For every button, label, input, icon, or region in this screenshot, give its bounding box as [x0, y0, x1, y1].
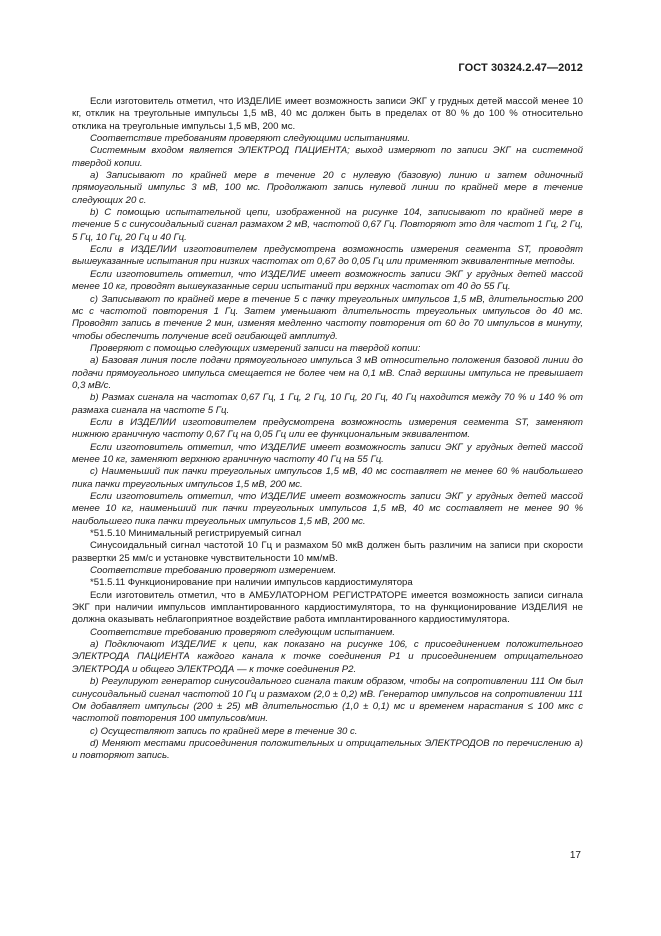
paragraph: Соответствие требованию проверяют измерением.	[90, 565, 337, 577]
paragraph: *51.5.11 Функционирование при наличии импульсов кардиостимулятора	[90, 577, 413, 589]
paragraph: b) Размах сигнала на частотах 0,67 Гц, 1 Гц, 2 Гц, 10 Гц, 20 Гц, 40 Гц находится между 70 % и 140 % от размаха сигнала на частоте 5 Гц.	[72, 392, 583, 416]
paragraph: c) Наименьший пик пачки треугольных импульсов 1,5 мВ, 40 мс составляет не менее 60 % наибольшего пика пачки треугольных импульсов 1,5 мВ, 200 мс.	[72, 466, 583, 490]
paragraph: Если изготовитель отметил, что в АМБУЛАТОРНОМ РЕГИСТРАТОРЕ имеется возможность записи сигнала ЭКГ при наличии импульсов имплантированного кардиостимулятора, то на функционирование ИЗДЕЛИЯ не должна оказывать неблагоприятное воздействие работа имплантированного кардиостимулятора.	[72, 589, 583, 626]
paragraph: Проверяют с помощью следующих измерений записи на твердой копии:	[90, 342, 421, 354]
paragraph: d) Меняют местами присоединения положительных и отрицательных ЭЛЕКТРОДОВ по перечислению а) и повторяют запись.	[72, 737, 583, 762]
page-number: 17	[569, 850, 581, 861]
paragraph: Если в ИЗДЕЛИИ изготовителем предусмотрена возможность измерения сегмента ST, заменяют нижнюю граничную частоту 0,67 Гц на 0,05 Гц или ее функциональным эквивалентом.	[72, 416, 583, 441]
paragraph: Если изготовитель отметил, что ИЗДЕЛИЕ имеет возможность записи ЭКГ у грудных детей массой менее 10 кг, заменяют верхнюю граничную частоту 40 Гц на 55 Гц.	[72, 441, 583, 465]
paragraph: Синусоидальный сигнал частотой 10 Гц и размахом 50 мкВ должен быть различим на записи при скорости развертки 25 мм/с и установке чувствительности 10 мм/мВ.	[72, 540, 583, 564]
paragraph: c) Осуществляют запись по крайней мере в течение 30 с.	[90, 725, 358, 737]
paragraph: a) Базовая линия после подачи прямоугольного импульса 3 мВ относительно положения базовой линии до подачи прямоугольного импульса смещается не более чем на 0,1 мВ. Спад вершины импульса не превышает 0,3 мВ/с.	[72, 355, 583, 391]
paragraph: b) С помощью испытательной цепи, изображенной на рисунке 104, записывают по крайней мере в течение 5 с синусоидальный сигнал размахом 2 мВ, частотой 0,67 Гц. Повторяют это для частот 1 Гц, 2 Гц, 5 Гц, 10 Гц, 20 Гц и 40 Гц.	[72, 207, 583, 243]
document-body	[72, 96, 583, 763]
paragraph: b) Регулируют генератор синусоидального сигнала таким образом, чтобы на сопротивлении 111 Ом был синусоидальный сигнал частотой 10 Гц и размахом (2,0 ± 0,2) мВ. Генератор импульсов на сопротивлении 111 Ом добавляет импульсы (200 ± 25) мВ длительностью (1,0 ± 0,1) мс и временем нарастания ≤ 100 мкс с частотой повторения 100 импульсов/мин.	[72, 676, 583, 725]
standard-header: ГОСТ 30324.2.47—2012	[458, 62, 583, 74]
paragraph: a) Записывают по крайней мере в течение 20 с нулевую (базовую) линию и затем одиночный прямоугольный импульс 3 мВ, 100 мс. Продолжают запись нулевой линии по крайней мере в течение следующих 20 с.	[72, 170, 583, 206]
paragraph: Если изготовитель отметил, что ИЗДЕЛИЕ имеет возможность записи ЭКГ у грудных детей массой менее 10 кг, проводят вышеуказанные серии испытаний при верхних частотах от 40 до 55 Гц.	[72, 268, 583, 293]
paragraph: c) Записывают по крайней мере в течение 5 с пачку треугольных импульсов 1,5 мВ, длительностью 200 мс с частотой повторения 1 Гц. Затем уменьшают длительность треугольных импульсов до 40 мс. Проводят запись в течение 2 мин, изменяя медленно частоту повторения от 60 до 70 импульсов в минуту, чтобы обеспечить получение всей огибающей амплитуд.	[72, 293, 583, 342]
paragraph: Если изготовитель отметил, что ИЗДЕЛИЕ имеет возможность записи ЭКГ у грудных детей массой менее 10 кг, отклик на треугольные импульсы 1,5 мВ, 40 мс должен быть в пределах от 80 % до 100 % относительно отклика на треугольные импульсы 1,5 мВ, 200 мс.	[72, 96, 583, 132]
paragraph: Если изготовитель отметил, что ИЗДЕЛИЕ имеет возможность записи ЭКГ у грудных детей массой менее 10 кг, наименьший пик пачки треугольных импульсов 1,5 мВ, 40 мс составляет не менее 90 % наибольшего пика пачки треугольных импульсов 1,5 мВ, 200 мс.	[72, 491, 583, 527]
paragraph: Соответствие требованию проверяют следующим испытанием.	[90, 626, 396, 638]
paragraph: Системным входом является ЭЛЕКТРОД ПАЦИЕНТА; выход измеряют по записи ЭКГ на системной твердой копии.	[72, 145, 583, 169]
paragraph: Соответствие требованиям проверяют следующими испытаниями.	[90, 133, 411, 145]
paragraph: Если в ИЗДЕЛИИ изготовителем предусмотрена возможность измерения сегмента ST, проводят вышеуказанные испытания при низких частотах от 0,67 до 0,05 Гц или применяют эквивалентные методы.	[72, 244, 583, 268]
paragraph: a) Подключают ИЗДЕЛИЕ к цепи, как показано на рисунке 106, с присоединением положительного ЭЛЕКТРОДА ПАЦИЕНТА каждого канала к точке соединения Р1 и присоединением отрицательного ЭЛЕКТРОДА и общего ЭЛЕКТРОДА — к точке соединения Р2.	[72, 639, 583, 675]
paragraph: *51.5.10 Минимальный регистрируемый сигнал	[90, 528, 302, 540]
